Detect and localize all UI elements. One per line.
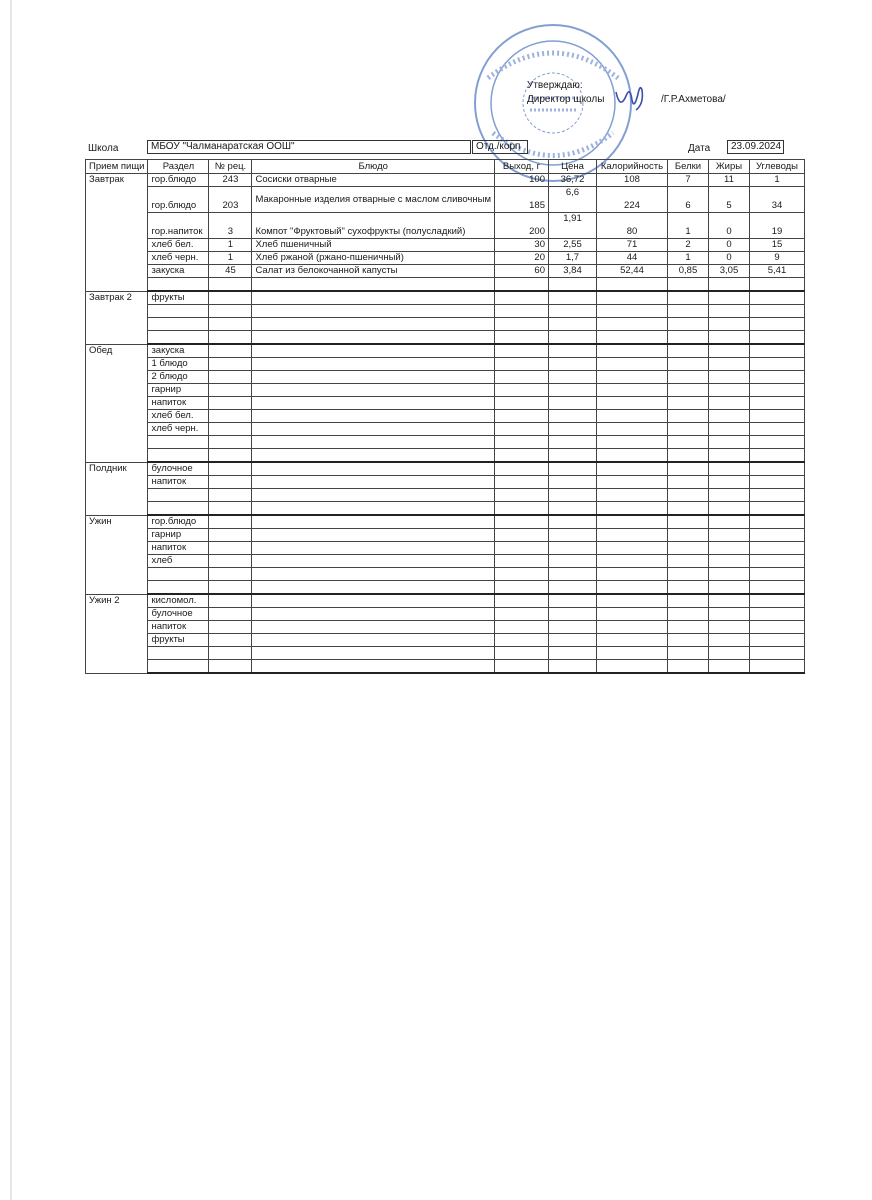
table-row: [86, 436, 805, 449]
protein-cell: 1: [667, 213, 708, 239]
carbs-cell: 15: [749, 239, 804, 252]
protein-cell: 0,85: [667, 265, 708, 278]
table-row: [86, 174, 805, 187]
col-section: Раздел: [148, 160, 209, 174]
table-row: [86, 291, 805, 305]
director-name: /Г.Р.Ахметова/: [661, 94, 726, 105]
director-label: Директор щколы: [527, 94, 605, 105]
table-row: [86, 278, 805, 292]
col-fat: Жиры: [708, 160, 749, 174]
section-cell: напиток: [148, 476, 209, 489]
fat-cell: 3,05: [708, 265, 749, 278]
dish-cell: Компот "Фруктовый" сухофрукты (полусладкий): [252, 213, 495, 239]
table-row: [86, 529, 805, 542]
section-cell: гор.блюдо: [148, 515, 209, 529]
table-row: [86, 568, 805, 581]
col-dish: Блюдо: [252, 160, 495, 174]
table-row: [86, 252, 805, 265]
date-label: Дата: [688, 143, 711, 154]
calories-cell: 44: [596, 252, 667, 265]
recipe-cell: 203: [209, 187, 252, 213]
col-calories: Калорийность: [596, 160, 667, 174]
table-row: [86, 344, 805, 358]
meal-name: Ужин 2: [86, 594, 148, 673]
price-cell: 2,55: [548, 239, 596, 252]
menu-table: [85, 159, 805, 674]
table-row: [86, 647, 805, 660]
director-signature: [612, 80, 652, 112]
calories-cell: 224: [596, 187, 667, 213]
output-cell: 20: [494, 252, 548, 265]
fat-cell: 0: [708, 252, 749, 265]
table-row: [86, 489, 805, 502]
section-cell: хлеб бел.: [148, 410, 209, 423]
dish-cell: Сосиски отварные: [252, 174, 495, 187]
price-cell: 6,6: [548, 187, 596, 213]
section-cell: гор.напиток: [148, 213, 209, 239]
table-row: [86, 371, 805, 384]
dish-cell: Салат из белокочанной капусты: [252, 265, 495, 278]
table-row: [86, 331, 805, 345]
section-cell: булочное: [148, 462, 209, 476]
meal-name: Полдник: [86, 462, 148, 515]
section-cell: гарнир: [148, 384, 209, 397]
price-cell: 1,7: [548, 252, 596, 265]
fat-cell: 5: [708, 187, 749, 213]
section-cell: закуска: [148, 265, 209, 278]
section-cell: фрукты: [148, 291, 209, 305]
section-cell: хлеб черн.: [148, 252, 209, 265]
col-carbs: Углеводы: [749, 160, 804, 174]
carbs-cell: 9: [749, 252, 804, 265]
section-cell: кисломол.: [148, 594, 209, 608]
output-cell: 200: [494, 213, 548, 239]
table-row: [86, 239, 805, 252]
fat-cell: 11: [708, 174, 749, 187]
school-label: Школа: [88, 143, 119, 154]
protein-cell: 6: [667, 187, 708, 213]
table-row: [86, 502, 805, 516]
carbs-cell: 1: [749, 174, 804, 187]
section-cell: булочное: [148, 608, 209, 621]
table-row: [86, 449, 805, 463]
meal-name: Завтрак: [86, 174, 148, 292]
table-row: [86, 542, 805, 555]
section-cell: напиток: [148, 621, 209, 634]
meal-name: Завтрак 2: [86, 291, 148, 344]
table-row: [86, 305, 805, 318]
section-cell: фрукты: [148, 634, 209, 647]
table-row: [86, 608, 805, 621]
date-field: 23.09.2024: [727, 140, 784, 154]
table-row: [86, 476, 805, 489]
carbs-cell: 5,41: [749, 265, 804, 278]
meal-name: Ужин: [86, 515, 148, 594]
scan-edge: [10, 0, 12, 1200]
table-row: [86, 634, 805, 647]
calories-cell: 80: [596, 213, 667, 239]
table-row: [86, 213, 805, 239]
col-output: Выход, г: [494, 160, 548, 174]
table-row: [86, 594, 805, 608]
table-row: [86, 462, 805, 476]
carbs-cell: 34: [749, 187, 804, 213]
table-row: [86, 660, 805, 674]
table-row: [86, 581, 805, 595]
recipe-cell: 1: [209, 252, 252, 265]
col-price: Цена: [548, 160, 596, 174]
recipe-cell: 1: [209, 239, 252, 252]
table-row: [86, 410, 805, 423]
calories-cell: 71: [596, 239, 667, 252]
calories-cell: 52,44: [596, 265, 667, 278]
section-cell: гор.блюдо: [148, 187, 209, 213]
protein-cell: 7: [667, 174, 708, 187]
section-cell: 2 блюдо: [148, 371, 209, 384]
section-cell: хлеб: [148, 555, 209, 568]
table-row: [86, 318, 805, 331]
protein-cell: 2: [667, 239, 708, 252]
carbs-cell: 19: [749, 213, 804, 239]
table-row: [86, 384, 805, 397]
col-protein: Белки: [667, 160, 708, 174]
section-cell: хлеб черн.: [148, 423, 209, 436]
price-cell: 1,91: [548, 213, 596, 239]
table-row: [86, 397, 805, 410]
section-cell: гор.блюдо: [148, 174, 209, 187]
output-cell: 100: [494, 174, 548, 187]
output-cell: 185: [494, 187, 548, 213]
school-name-field: МБОУ "Чалманаратская ООШ": [147, 140, 471, 154]
table-row: [86, 265, 805, 278]
col-recipe: № рец.: [209, 160, 252, 174]
price-cell: 36,72: [548, 174, 596, 187]
table-row: [86, 621, 805, 634]
dept-label: Отд./корп: [472, 140, 528, 154]
dish-cell: Хлеб пшеничный: [252, 239, 495, 252]
recipe-cell: 3: [209, 213, 252, 239]
section-cell: закуска: [148, 344, 209, 358]
meal-name: Обед: [86, 344, 148, 462]
recipe-cell: 243: [209, 174, 252, 187]
protein-cell: 1: [667, 252, 708, 265]
table-row: [86, 555, 805, 568]
section-cell: гарнир: [148, 529, 209, 542]
header-row: [86, 160, 805, 174]
approve-label: Утверждаю:: [527, 80, 583, 91]
section-cell: 1 блюдо: [148, 358, 209, 371]
fat-cell: 0: [708, 213, 749, 239]
calories-cell: 108: [596, 174, 667, 187]
col-meal: Прием пищи: [86, 160, 148, 174]
section-cell: хлеб бел.: [148, 239, 209, 252]
section-cell: напиток: [148, 397, 209, 410]
table-row: [86, 358, 805, 371]
fat-cell: 0: [708, 239, 749, 252]
table-row: [86, 187, 805, 213]
dish-cell: Хлеб ржаной (ржано-пшеничный): [252, 252, 495, 265]
output-cell: 30: [494, 239, 548, 252]
price-cell: 3,84: [548, 265, 596, 278]
table-row: [86, 423, 805, 436]
dish-cell: Макаронные изделия отварные с маслом сливочным: [252, 187, 495, 213]
output-cell: 60: [494, 265, 548, 278]
section-cell: напиток: [148, 542, 209, 555]
recipe-cell: 45: [209, 265, 252, 278]
table-row: [86, 515, 805, 529]
